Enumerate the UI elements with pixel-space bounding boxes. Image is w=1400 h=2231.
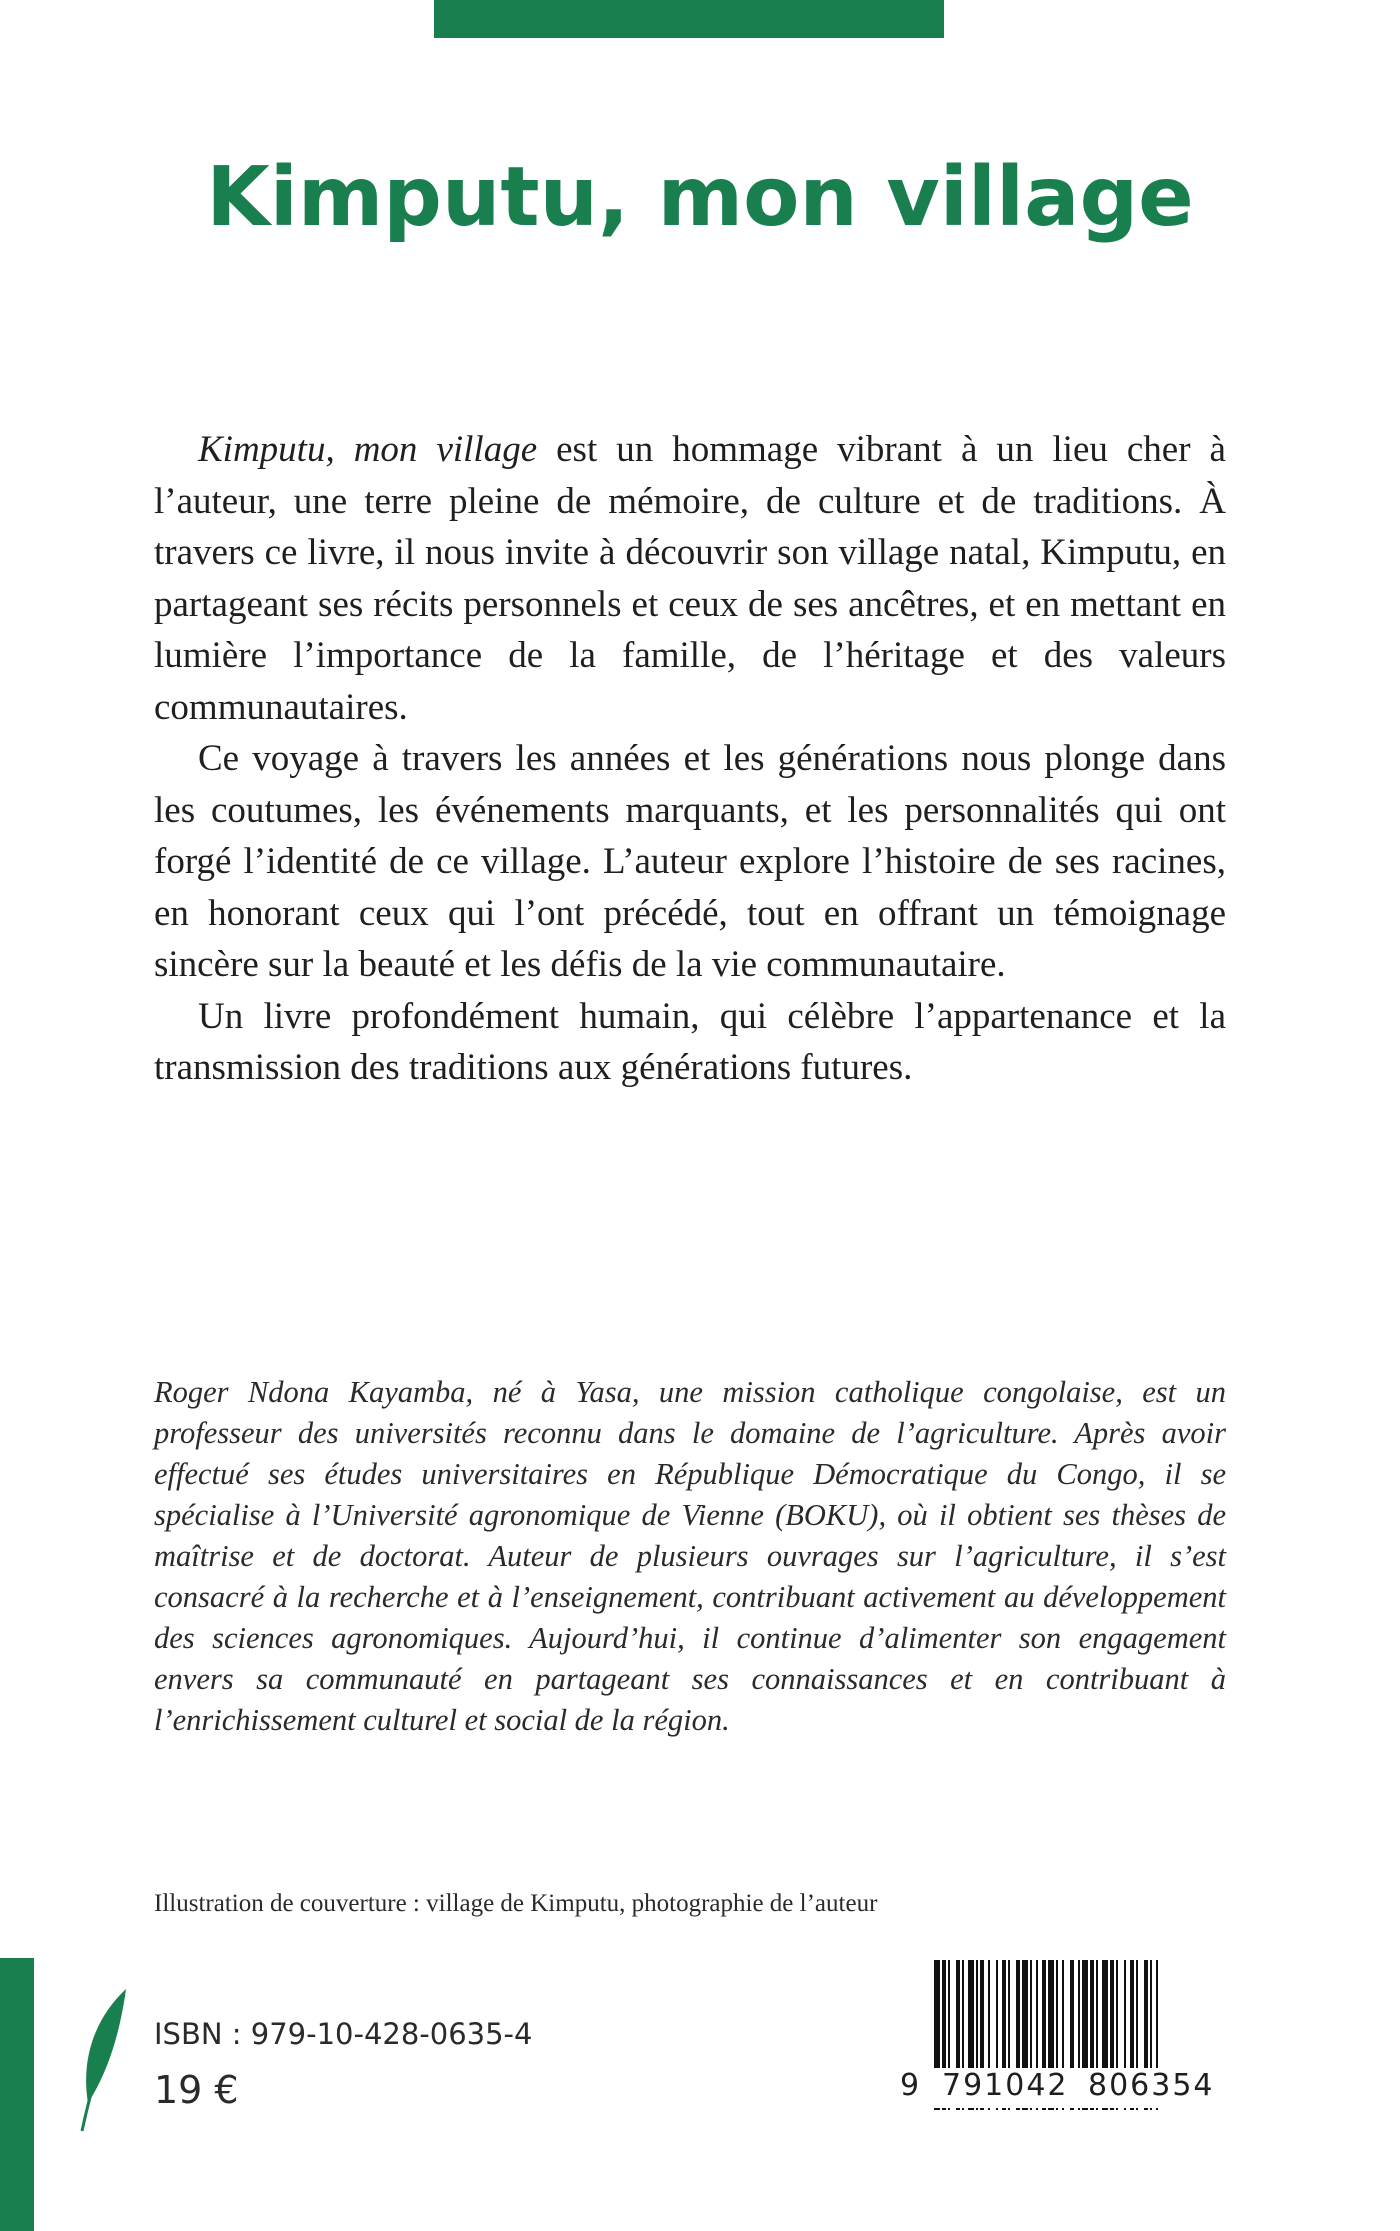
blurb-paragraph-1: [154, 424, 1226, 733]
blurb-paragraph-1-text: est un hommage vibrant à un lieu cher à l’auteur, une terre pleine de mémoire, de culture et de traditions. À travers ce livre, il nous invite à découvrir son village natal, Kimputu, en partageant ses récits personnels et ceux de ses ancêtres, et en mettant en lumière l’importance de la famille, de l’héritage et des valeurs communautaires.: [154, 429, 1226, 728]
feather-icon: [68, 1985, 140, 2135]
blurb-paragraph-3: Un livre profondément humain, qui célèbre l’appartenance et la transmission des traditions aux générations futures.: [154, 995, 1226, 1088]
author-bio: Roger Ndona Kayamba, né à Yasa, une mission catholique congolaise, est un professeur des universités reconnu dans le domaine de l’agriculture. Après avoir effectué ses études universitaires en République Démocratique du Congo, il se spécialise à l’Université agronomique de Vienne (BOKU), où il obtient ses thèses de maîtrise et de doctorat. Auteur de plusieurs ouvrages sur l’agriculture, il s’est consacré à la recherche et à l’enseignement, contribuant activement au développement des sciences agronomiques. Aujourd’hui, il continue d’alimenter son engagement envers sa communauté en partageant ses connaissances et en contribuant à l’enrichissement culturel et social de la région.: [154, 1375, 1226, 1737]
book-title: Kimputu, mon village: [206, 150, 1194, 245]
barcode-group-right: 806354: [1088, 2068, 1215, 2103]
barcode-digit-first: 9: [900, 2068, 920, 2103]
back-cover-blurb: [154, 424, 1226, 1094]
top-accent-bar: [434, 0, 944, 38]
blurb-paragraph-2: Ce voyage à travers les années et les générations nous plonge dans les coutumes, les événements marquants, et les personnalités qui ont forgé l’identité de ce village. L’auteur explore l’histoire de ses racines, en honorant ceux qui l’ont précédé, tout en offrant un témoignage sincère sur la beauté et les défis de la vie communautaire.: [154, 738, 1226, 985]
barcode-group-left: 791042: [942, 2068, 1069, 2103]
price-text: 19 €: [154, 2068, 239, 2112]
cover-credit: Illustration de couverture : village de Kimputu, photographie de l’auteur: [154, 1890, 878, 1917]
blurb-title-italic: Kimputu, mon village: [198, 429, 538, 470]
left-accent-strip: [0, 1958, 34, 2231]
barcode-digits: [900, 2068, 1230, 2108]
isbn-text: ISBN : 979-10-428-0635-4: [154, 2017, 533, 2051]
